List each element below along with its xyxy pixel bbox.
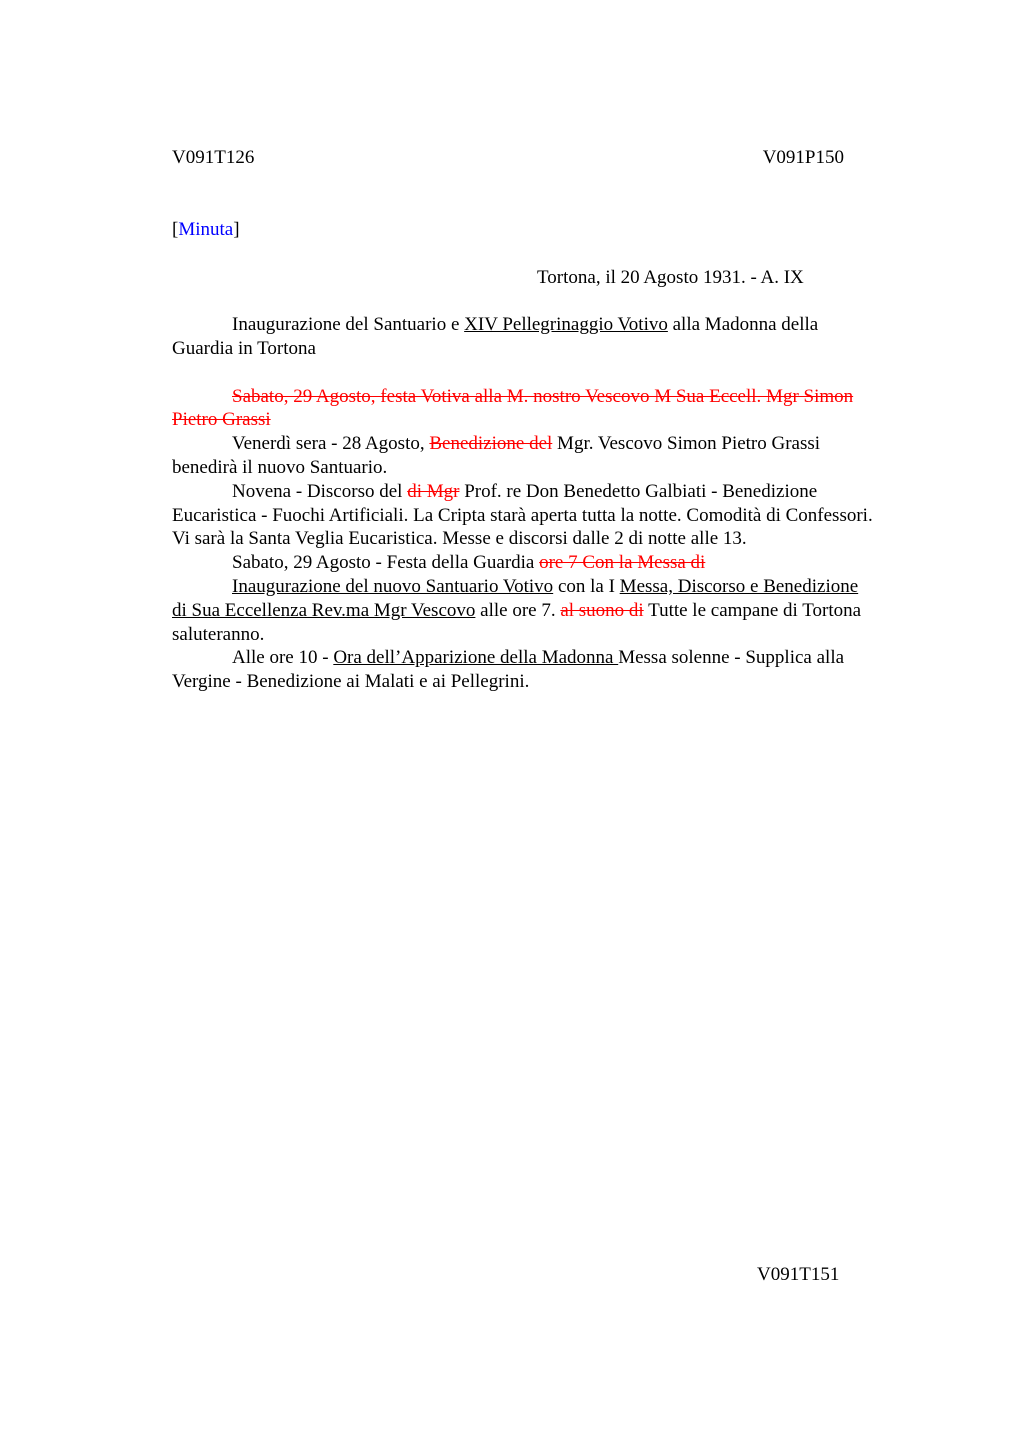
deleted-text: ore 7 Con la Messa di xyxy=(539,552,706,574)
underlined-text: Ora dell’Apparizione della Madonna xyxy=(333,647,619,669)
deleted-text: al suono di xyxy=(560,599,644,621)
title-text: Inaugurazione del Santuario e xyxy=(232,314,465,335)
document-page xyxy=(172,0,874,1450)
paragraph-text: Messa solenne - Supplica alla Vergine - Benedizione ai Malati e ai Pellegrini. xyxy=(172,647,845,693)
paragraph-text: Alle ore 10 - xyxy=(232,647,334,669)
paragraph-venerdi xyxy=(172,432,874,480)
paragraph-text: Sabato, 29 Agosto - Festa della Guardia xyxy=(232,552,540,574)
header-right-code: V091P150 xyxy=(762,147,844,168)
title-underlined: XIV Pellegrinaggio Votivo xyxy=(464,314,668,335)
paragraph-sabato xyxy=(172,551,874,575)
paragraph-text: alle ore 7. xyxy=(475,599,561,621)
paragraph-inaugurazione xyxy=(172,575,874,646)
minuta-link[interactable]: Minuta xyxy=(178,219,234,240)
footer-code: V091T151 xyxy=(757,1264,840,1285)
paragraph-deleted-sabato xyxy=(172,385,874,433)
minuta-label xyxy=(172,218,240,242)
paragraph-text: Mgr. Vescovo Simon Pietro Grassi benedirà il nuovo Santuario. xyxy=(172,433,821,478)
paragraph-text: Venerdì sera - 28 Agosto, xyxy=(232,433,430,455)
date-line: Tortona, il 20 Agosto 1931. - A. IX xyxy=(537,267,804,288)
paragraph-ore-10 xyxy=(172,646,874,694)
minuta-close-bracket: ] xyxy=(233,219,240,240)
deleted-text: Sabato, 29 Agosto, festa Votiva alla M. nostro Vescovo M Sua Eccell. Mgr Simon Pietro Grassi xyxy=(172,385,854,431)
minuta-open-bracket: [ xyxy=(172,219,179,240)
paragraph-novena xyxy=(172,480,874,551)
title-text-end: alla Madonna della Guardia in Tortona xyxy=(172,314,819,359)
paragraph-text: Tutte le campane di Tortona saluteranno. xyxy=(172,599,862,645)
paragraph-text: con la I xyxy=(553,575,620,597)
deleted-text: Benedizione del xyxy=(429,433,553,455)
underlined-text: Messa, Discorso e Benedizione di Sua Eccellenza Rev.ma Mgr Vescovo xyxy=(172,575,859,621)
title-paragraph xyxy=(172,313,874,361)
deleted-text: di Mgr xyxy=(407,480,460,502)
underlined-text: Inaugurazione del nuovo Santuario Votivo xyxy=(232,575,554,597)
document-body xyxy=(172,313,874,694)
paragraph-text: Novena - Discorso del xyxy=(232,480,408,502)
header-left-code: V091T126 xyxy=(172,147,255,168)
paragraph-text: Prof. re Don Benedetto Galbiati - Benedizione Eucaristica - Fuochi Artificiali. La Cripta starà aperta tutta la notte. Comodità di Confessori. Vi sarà la Santa Veglia Eucaristica. Messe e discorsi dalle 2 di notte alle 13. xyxy=(172,480,873,550)
